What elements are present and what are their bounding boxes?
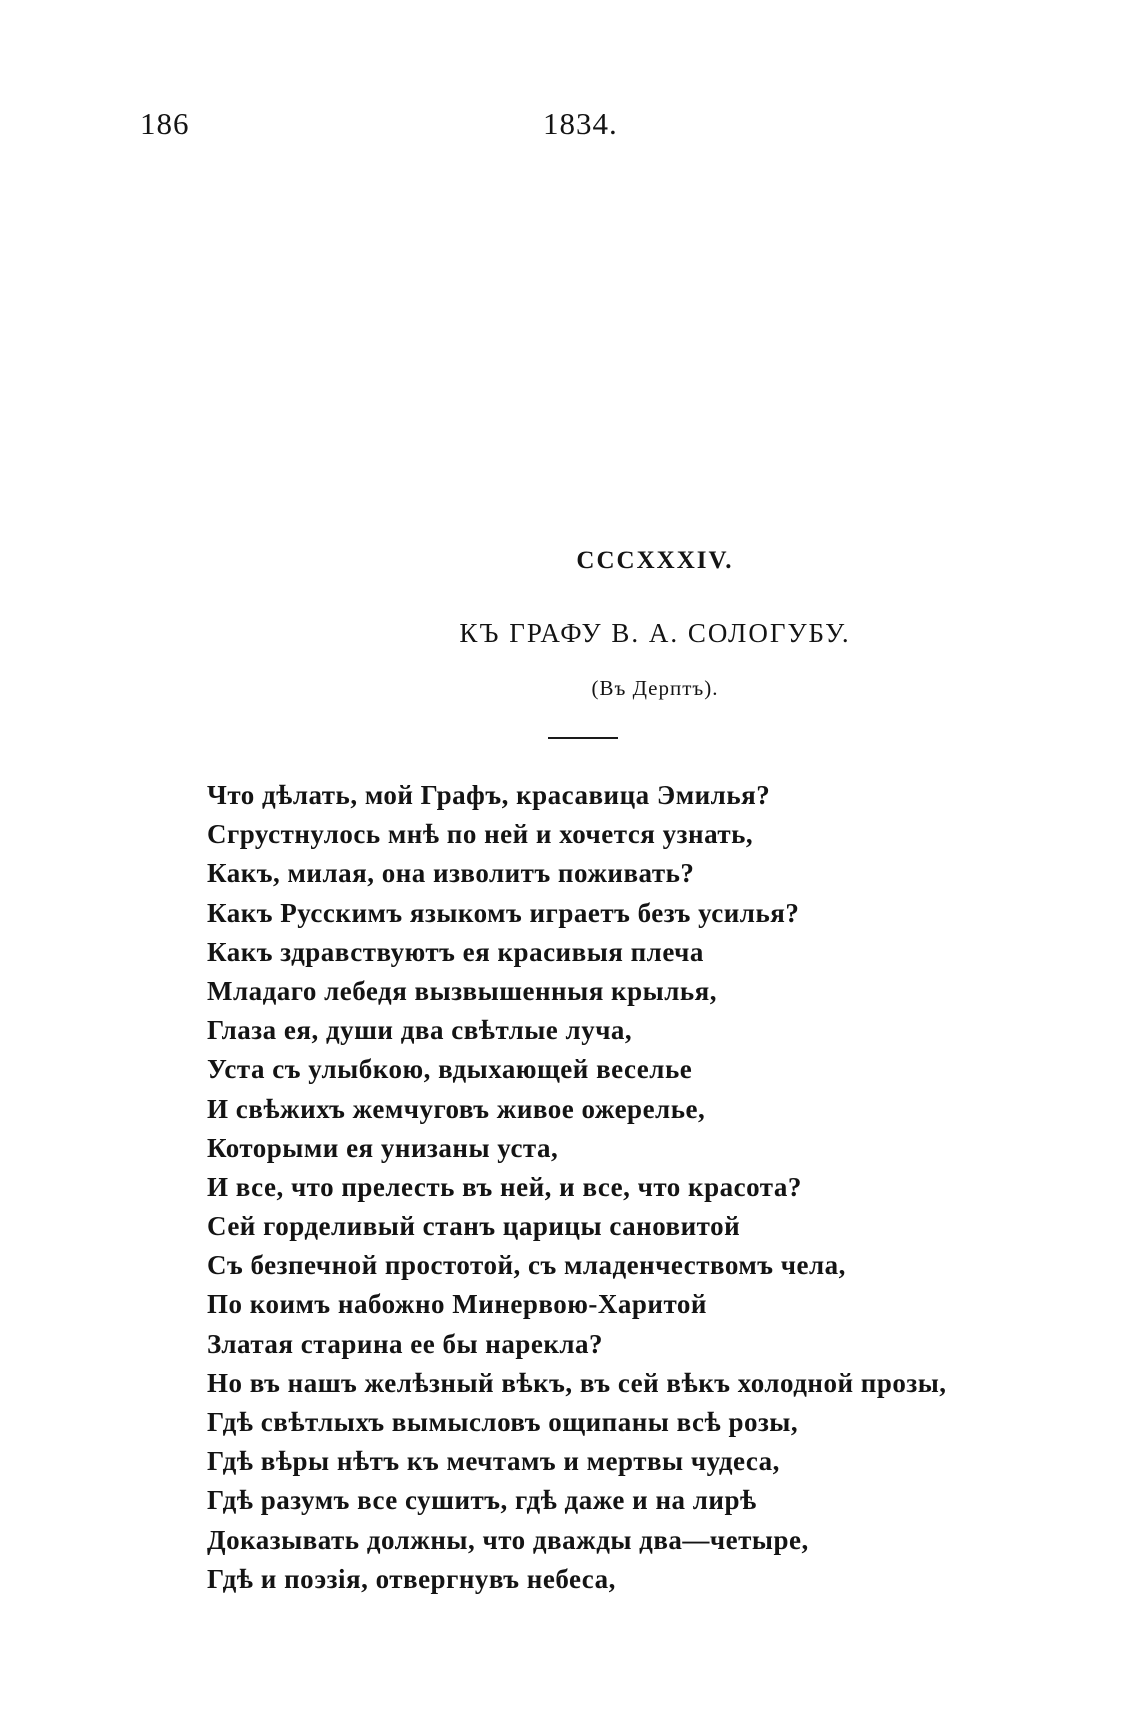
poem-line: Что дѣлать, мой Графъ, красавица Эмилья? bbox=[207, 780, 771, 810]
poem-line: По коимъ набожно Минервою-Харитой bbox=[207, 1289, 707, 1320]
title-rule bbox=[548, 737, 618, 739]
poem-line: Доказывать должны, что дважды два—четыре, bbox=[207, 1524, 809, 1555]
poem-line: Съ безпечной простотой, съ младенчествомъ чела, bbox=[207, 1250, 846, 1281]
poem-line: Какъ, милая, она изволитъ поживать? bbox=[207, 858, 695, 889]
poem-line: Глаза ея, души два свѣтлые луча, bbox=[207, 1015, 633, 1046]
poem-subtitle: (Въ Дерптъ). bbox=[591, 676, 719, 700]
poem-line: Гдѣ вѣры нѣтъ къ мечтамъ и мертвы чудеса, bbox=[207, 1446, 780, 1477]
poem-body bbox=[207, 776, 947, 1599]
poem-line: Младаго лебедя вызвышенныя крылья, bbox=[207, 975, 717, 1006]
poem-line: Гдѣ свѣтлыхъ вымысловъ ощипаны всѣ розы, bbox=[207, 1407, 799, 1437]
page-year: 1834. bbox=[543, 106, 618, 141]
poem-title: КЪ ГРАФУ В. А. СОЛОГУБУ. bbox=[459, 618, 851, 648]
poem-line: Гдѣ разумъ все сушитъ, гдѣ даже и на лирѣ bbox=[207, 1485, 757, 1516]
poem-line: И свѣжихъ жемчуговъ живое ожерелье, bbox=[207, 1093, 706, 1124]
poem-line: Златая старина ее бы нарекла? bbox=[207, 1328, 604, 1359]
poem-line: Гдѣ и поэзія, отвергнувъ небеса, bbox=[207, 1563, 616, 1594]
poem-line: Которыми ея унизаны уста, bbox=[207, 1132, 559, 1163]
poem-line: Но въ нашъ желѣзный вѣкъ, въ сей вѣкъ холодной прозы, bbox=[207, 1367, 947, 1398]
page-number: 186 bbox=[140, 106, 190, 141]
poem-number: CCCXXXIV. bbox=[576, 547, 734, 574]
poem-line: И все, что прелесть въ ней, и все, что красота? bbox=[207, 1171, 802, 1202]
poem-line: Сгрустнулось мнѣ по ней и хочется узнать, bbox=[207, 819, 754, 850]
poem-line: Уста съ улыбкою, вдыхающей веселье bbox=[207, 1054, 693, 1085]
poem-line: Какъ здравствуютъ ея красивыя плеча bbox=[207, 936, 704, 967]
poem-line: Какъ Русскимъ языкомъ играетъ безъ усилья? bbox=[207, 897, 800, 928]
poem-line: Сей горделивый станъ царицы сановитой bbox=[207, 1211, 741, 1242]
